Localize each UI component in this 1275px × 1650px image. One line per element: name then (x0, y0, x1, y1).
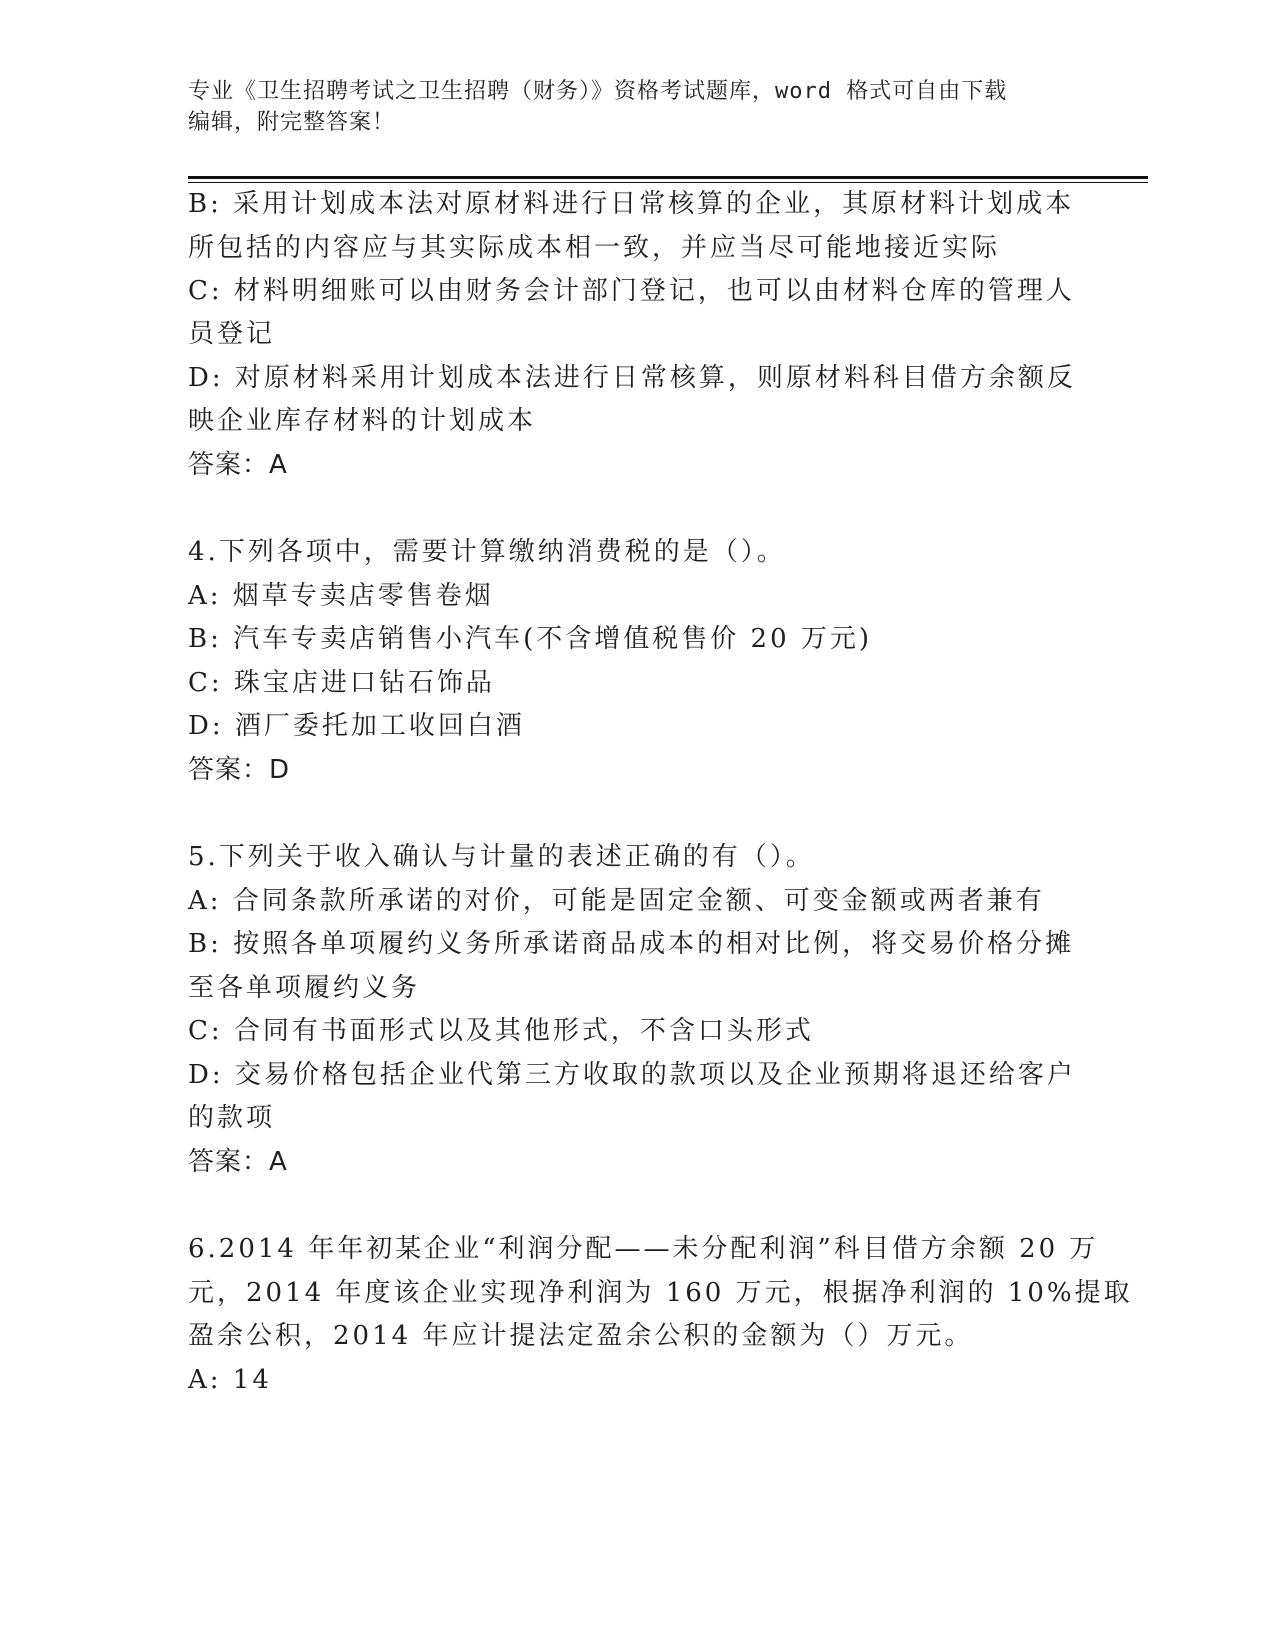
q5-option-d-line1: D: 交易价格包括企业代第三方收取的款项以及企业预期将退还给客户 (188, 1060, 1076, 1090)
q3-answer: 答案：A (188, 450, 288, 480)
q3-option-d-line1: D: 对原材料采用计划成本法进行日常核算，则原材料科目借方余额反 (188, 363, 1076, 393)
q3-option-b-line2: 所包括的内容应与其实际成本相一致，并应当尽可能地接近实际 (188, 233, 1001, 263)
header-title-line2: 编辑，附完整答案！ (188, 110, 396, 135)
q3-option-d-line2: 映企业库存材料的计划成本 (188, 406, 537, 436)
q4-option-b: B: 汽车专卖店销售小汽车(不含增值税售价 20 万元) (188, 624, 873, 654)
q5-option-a: A: 合同条款所承诺的对价，可能是固定金额、可变金额或两者兼有 (188, 886, 1045, 916)
q4-option-d: D: 酒厂委托加工收回白酒 (188, 711, 525, 741)
q6-stem-line3: 盈余公积，2014 年应计提法定盈余公积的金额为（）万元。 (188, 1321, 974, 1351)
q4-stem: 4.下列各项中，需要计算缴纳消费税的是（）。 (188, 537, 786, 567)
q3-option-c-line2: 员登记 (188, 319, 276, 349)
q5-option-d-line2: 的款项 (188, 1103, 276, 1133)
q4-option-a: A: 烟草专卖店零售卷烟 (188, 581, 494, 611)
header-divider-thick (188, 176, 1148, 179)
document-header (188, 76, 1088, 138)
q4-option-c: C: 珠宝店进口钻石饰品 (188, 668, 495, 698)
q5-answer: 答案：A (188, 1147, 288, 1177)
q6-stem-line1: 6.2014 年年初某企业“利润分配——未分配利润”科目借方余额 20 万 (188, 1234, 1099, 1264)
q3-option-b-line1: B: 采用计划成本法对原材料进行日常核算的企业，其原材料计划成本 (188, 189, 1075, 219)
q5-option-c: C: 合同有书面形式以及其他形式，不含口头形式 (188, 1016, 814, 1046)
header-divider-thin (188, 182, 1148, 183)
q5-option-b-line1: B: 按照各单项履约义务所承诺商品成本的相对比例，将交易价格分摊 (188, 929, 1075, 959)
q5-stem: 5.下列关于收入确认与计量的表述正确的有（）。 (188, 842, 815, 872)
q5-option-b-line2: 至各单项履约义务 (188, 973, 421, 1003)
q6-option-a: A: 14 (188, 1365, 272, 1395)
header-title-line1: 专业《卫生招聘考试之卫生招聘（财务）》资格考试题库，word 格式可自由下载 (188, 79, 1008, 104)
q4-answer: 答案：D (188, 755, 291, 785)
q3-option-c-line1: C: 材料明细账可以由财务会计部门登记，也可以由材料仓库的管理人 (188, 276, 1075, 306)
q6-stem-line2: 元，2014 年度该企业实现净利润为 160 万元，根据净利润的 10%提取 (188, 1278, 1133, 1308)
